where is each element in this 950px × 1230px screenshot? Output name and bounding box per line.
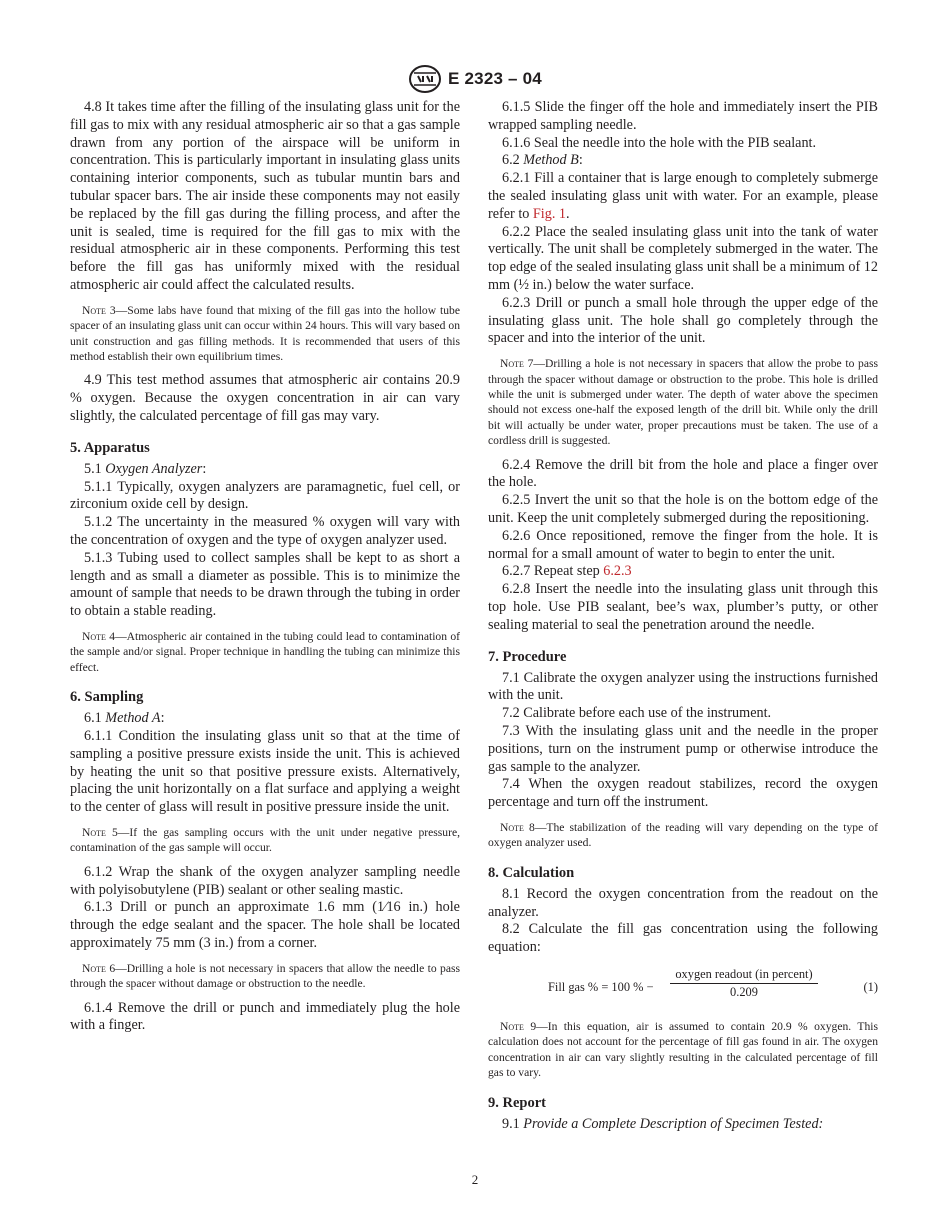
paragraph-6-1-1: 6.1.1 Condition the insulating glass unit so that at the time of sampling a positive pressure exists inside the unit. This is achieved by heating the unit so that positive pressure exists. Alternatively, placing the unit horizontally on a flat surface and applying a weight to the center of glass will result in positive pressure inside the unit.	[70, 727, 460, 816]
section-6-heading: 6. Sampling	[70, 689, 144, 706]
paragraph-8-1: 8.1 Record the oxygen concentration from the readout on the analyzer.	[488, 885, 878, 920]
paragraph-7-4: 7.4 When the oxygen readout stabilizes, record the oxygen percentage and turn off the instrument.	[488, 776, 878, 811]
equation-denominator: 0.209	[730, 984, 758, 999]
paragraph-4-8: 4.8 It takes time after the filling of the insulating glass unit for the fill gas to mix with any residual atmospheric air so that a gas sample drawn from any portion of the airspace will be uniform in concentration. This is particularly important in insulating glass units containing interior components, such as tubular muntin bars and tubular spacer bars. The air inside these components may not easily be replaced by the fill gas during the filling process, and after the unit is sealed, time is required for the fill gas to mix with the residual atmospheric air in these components. Performing this test before the fill gas has uniformly mixed with the residual atmospheric air could affect the calculated results.	[70, 99, 460, 293]
note-8: Note 8—The stabilization of the reading will vary depending on the type of oxygen analyzer used.	[488, 820, 878, 850]
section-9-heading: 9. Report	[488, 1094, 546, 1111]
paragraph-8-2: 8.2 Calculate the fill gas concentration using the following equation:	[488, 921, 878, 956]
paragraph-6-2-5: 6.2.5 Invert the unit so that the hole is on the bottom edge of the unit. Keep the unit completely submerged during the repositioning.	[488, 492, 878, 526]
standard-code: E 2323 – 04	[448, 69, 542, 88]
paragraph-7-3: 7.3 With the insulating glass unit and the needle in the proper positions, turn on the instrument pump or otherwise introduce the gas sample to the analyzer.	[488, 722, 878, 775]
left-column	[70, 99, 460, 1035]
paragraph-6-2-8: 6.2.8 Insert the needle into the insulating glass unit through this top hole. Use PIB sealant, bee’s wax, plumber’s putty, or other sealing material to seal the penetration around the needle.	[488, 581, 878, 633]
note-5: Note 5—If the gas sampling occurs with the unit under negative pressure, contamination of the gas sample will occur.	[70, 825, 460, 855]
section-8-heading: 8. Calculation	[488, 864, 575, 881]
paragraph-5-1-3: 5.1.3 Tubing used to collect samples shall be kept to as short a length and as small a diameter as possible. This is to minimize the amount of sample that needs to be drawn through the tubing in order to obtain a stable reading.	[70, 549, 460, 620]
paragraph-6-1: 6.1 Method A:	[84, 710, 165, 727]
note-9: Note 9—In this equation, air is assumed to contain 20.9 % oxygen. This calculation does not account for the percentage of fill gas found in air. The oxygen concentration in air can vary slightly resulting in the calculated percentage of fill gas to vary.	[488, 1019, 878, 1080]
section-7-heading: 7. Procedure	[488, 648, 567, 665]
paragraph-6-2-3: 6.2.3 Drill or punch a small hole through the upper edge of the insulating glass unit. The hole shall go completely through the spacer and into the interior of the unit.	[488, 294, 878, 347]
paragraph-6-2-6: 6.2.6 Once repositioned, remove the finger from the hole. It is normal for a small amount of water to begin to enter the unit.	[488, 527, 878, 562]
right-column	[488, 99, 878, 1133]
paragraph-5-1-1: 5.1.1 Typically, oxygen analyzers are paramagnetic, fuel cell, or zirconium oxide cell by design.	[70, 478, 460, 513]
astm-logo-icon	[408, 64, 442, 94]
equation-fraction	[670, 967, 818, 1000]
page-header	[0, 64, 950, 94]
equation-number: (1)	[863, 979, 878, 994]
paragraph-6-2-7: 6.2.7 Repeat step 6.2.3	[502, 563, 632, 580]
step-6-2-3-link[interactable]: 6.2.3	[603, 563, 632, 580]
paragraph-7-2: 7.2 Calibrate before each use of the instrument.	[502, 705, 772, 722]
paragraph-6-2: 6.2 Method B:	[502, 152, 583, 169]
page-number: 2	[471, 1172, 479, 1187]
paragraph-6-1-2: 6.1.2 Wrap the shank of the oxygen analyzer sampling needle with polyisobutylene (PIB) sealant or other sealing mastic.	[70, 863, 460, 898]
paragraph-6-1-5: 6.1.5 Slide the finger off the hole and immediately insert the PIB wrapped sampling needle.	[488, 99, 878, 133]
equation-1	[488, 967, 878, 1011]
equation-lhs: Fill gas % = 100 % −	[548, 979, 654, 994]
section-5-heading: 5. Apparatus	[70, 439, 150, 456]
fig-1-link[interactable]: Fig. 1	[532, 205, 567, 222]
paragraph-9-1: 9.1 Provide a Complete Description of Specimen Tested:	[502, 1115, 824, 1132]
paragraph-6-1-3: 6.1.3 Drill or punch an approximate 1.6 mm (1⁄16 in.) hole through the edge sealant and the spacer. The hole shall be located approximately 75 mm (3 in.) from a corner.	[70, 899, 460, 951]
paragraph-7-1: 7.1 Calibrate the oxygen analyzer using the instructions furnished with the unit.	[488, 669, 878, 704]
paragraph-6-1-4: 6.1.4 Remove the drill or punch and immediately plug the hole with a finger.	[70, 999, 460, 1034]
paragraph-6-1-6: 6.1.6 Seal the needle into the hole with the PIB sealant.	[502, 134, 817, 151]
paragraph-6-2-4: 6.2.4 Remove the drill bit from the hole and place a finger over the hole.	[488, 456, 878, 491]
note-4: Note 4—Atmospheric air contained in the tubing could lead to contamination of the sample and/or signal. Proper technique in handling the tubing can minimize this effect.	[70, 629, 461, 674]
paragraph-6-2-1: 6.2.1 Fill a container that is large enough to completely submerge the sealed insulating glass unit with water. For an example, please refer to Fig. 1.	[488, 170, 878, 222]
paragraph-5-1: 5.1 Oxygen Analyzer:	[84, 460, 207, 477]
note-3: Note 3—Some labs have found that mixing of the fill gas into the hollow tube spacer of an insulating glass unit can occur within 24 hours. This will vary based on unit construction and gas filling methods. It is recommended that users of this method establish their own equilibrium times.	[70, 303, 460, 363]
paragraph-4-9: 4.9 This test method assumes that atmospheric air contains 20.9 % oxygen. Because the oxygen concentration in air can vary slightly, the calculated percentage of fill gas may vary.	[70, 372, 460, 424]
note-7: Note 7—Drilling a hole is not necessary in spacers that allow the probe to pass through the spacer without damage or obstruction to the probe. This hole is drilled while the unit is submerged under water. The depth of water above the specimen should not excess one-half the exposed length of the drill bit. While only the drill bit will actually be under water, proper precautions must be taken. The use of a cordless drill is suggested.	[488, 357, 879, 448]
note-6: Note 6—Drilling a hole is not necessary in spacers that allow the needle to pass through the spacer without damage or obstruction to the needle.	[70, 961, 460, 991]
paragraph-6-2-2: 6.2.2 Place the sealed insulating glass unit into the tank of water vertically. The unit shall be completely submerged in the water. The top edge of the sealed insulating glass unit shall be a minimum of 12 mm (½ in.) below the water surface.	[488, 223, 878, 293]
paragraph-5-1-2: 5.1.2 The uncertainty in the measured % oxygen will vary with the concentration of oxygen and the type of oxygen analyzer used.	[70, 514, 460, 548]
equation-numerator: oxygen readout (in percent)	[670, 967, 818, 984]
